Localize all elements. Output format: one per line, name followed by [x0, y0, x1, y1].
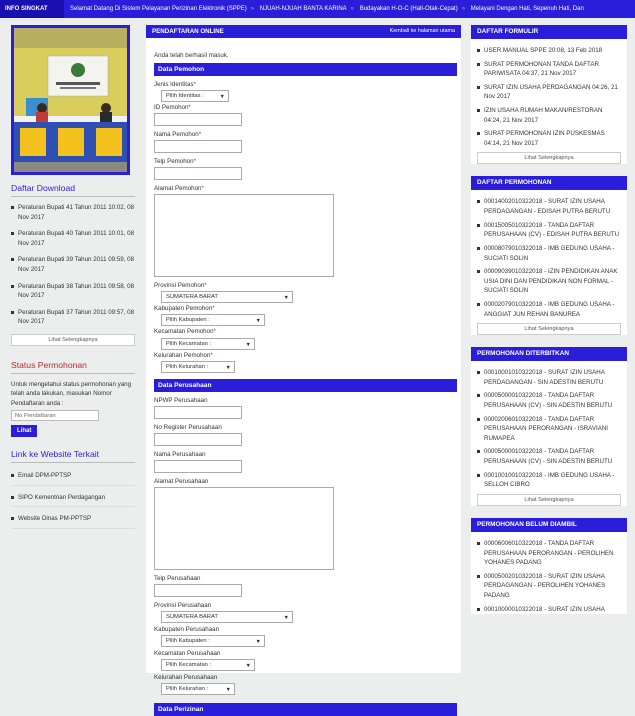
links-title: Link ke Website Terkait	[11, 449, 135, 463]
download-item[interactable]: Peraturan Bupati 40 Tahun 2011 10:01, 08 Nov 2017	[11, 229, 135, 248]
link-item[interactable]: SIPO Kementrian Perdagangan	[11, 493, 135, 508]
download-item[interactable]: Peraturan Bupati 38 Tahun 2011 09:58, 08 Nov 2017	[11, 282, 135, 301]
office-photo	[11, 25, 130, 175]
ticker-item: Melayani Dengan Hati, Sepenuh Hati, Dan	[470, 6, 584, 12]
applicant-village-select[interactable]: Pilih Kelurahan : ▼	[161, 361, 235, 373]
field-provinsi-pemohon: Provinsi Pemohon* SUMATERA BARAT ▼	[154, 282, 453, 303]
registration-number-input[interactable]: No Pendaftaran	[11, 410, 99, 421]
back-home-link[interactable]: Kembali ke halaman utama	[389, 28, 455, 34]
registration-form	[146, 52, 461, 716]
field-id-pemohon: ID Pemohon*	[154, 104, 453, 126]
status-text: Untuk mengetahui status permohonan yang telah anda lakukan, masukan Nomor Pendaftaran anda :	[11, 381, 132, 407]
dropdown-arrow-icon: ▼	[255, 318, 261, 325]
form-item[interactable]: IZIN USAHA RUMAH MAKAN/RESTORAN 04:24, 21 Nov 2017	[477, 106, 621, 125]
applications-panel-title: DAFTAR PERMOHONAN	[471, 176, 627, 190]
ticker-item: NJUAH-NJUAH BANTA KARINA	[259, 6, 347, 12]
section-data-perizinan: Data Perizinan	[154, 703, 457, 716]
company-npwp-input[interactable]	[154, 406, 242, 419]
applicant-name-input[interactable]	[154, 140, 242, 153]
ticker-item: Selamat Datang Di Sistem Pelayanan Perizinan Elektronik (SPPE)	[70, 6, 247, 12]
field-alamat-perusahaan: Alamat Perusahaan	[154, 478, 453, 570]
dropdown-arrow-icon: ▼	[225, 687, 231, 694]
field-npwp: NPWP Perusahaan	[154, 397, 453, 419]
identity-type-select[interactable]: Pilih Identitas : ▼	[161, 90, 229, 102]
field-alamat-pemohon: Alamat Pemohon*	[154, 185, 453, 277]
issued-item[interactable]: 00005000010322018 - TANDA DAFTAR PERUSAHAAN (CV) - SIN ADESTIN BERUTU	[477, 391, 621, 410]
field-telp-pemohon: Telp Pemohon*	[154, 158, 453, 180]
panel-title: PENDAFTARAN ONLINE	[152, 28, 224, 35]
applicant-district-select[interactable]: Pilih Kecamatan : ▼	[161, 338, 255, 350]
application-item[interactable]: 00015005010322018 - TANDA DAFTAR PERUSAHAAN (CV) - EDISAH PUTRA BERUTU	[477, 221, 621, 240]
info-ticker	[0, 0, 635, 18]
download-title: Daftar Download	[11, 183, 135, 197]
issued-panel	[471, 347, 627, 506]
field-jenis-identitas: Jenis Identitas* Pilih Identitas : ▼	[154, 81, 453, 102]
applications-panel	[471, 176, 627, 335]
right-sidebar	[471, 25, 627, 626]
dropdown-arrow-icon: ▼	[225, 364, 231, 371]
company-name-input[interactable]	[154, 460, 242, 473]
applicant-phone-input[interactable]	[154, 167, 242, 180]
field-no-register: No Register Perusahaan	[154, 424, 453, 446]
company-province-select[interactable]: SUMATERA BARAT ▼	[161, 611, 293, 623]
section-data-perusahaan: Data Perusahaan	[154, 379, 457, 392]
link-item[interactable]: Email DPM-PPTSP	[11, 471, 135, 486]
field-kecamatan-pemohon: Kecamatan Pemohon* Pilih Kecamatan : ▼	[154, 328, 453, 349]
issued-panel-title: PERMOHONAN DITERBITKAN	[471, 347, 627, 361]
forms-more-button[interactable]: Lihat Selengkapnya	[477, 152, 621, 164]
application-item[interactable]: 00009039010322018 - IZIN PENDIDIKAN ANAK USIA DINI DAN PENDIDIKAN NON FORMAL - SUCIATI SOLIN	[477, 267, 621, 296]
field-kecamatan-perusahaan: Kecamatan Perusahaan Pilih Kecamatan : ▼	[154, 650, 453, 671]
dropdown-arrow-icon: ▼	[245, 341, 251, 348]
section-data-pemohon: Data Pemohon	[154, 63, 457, 76]
issued-item[interactable]: 00010001010322018 - SURAT IZIN USAHA PERDAGANGAN - SIN ADESTIN BERUTU	[477, 368, 621, 387]
issued-item[interactable]: 00010010010322018 - IMB GEDUNG USAHA - SELLOH CIBRO	[477, 471, 621, 490]
field-nama-pemohon: Nama Pemohon*	[154, 131, 453, 153]
download-list	[11, 203, 135, 327]
check-status-button[interactable]: Lihat	[11, 425, 37, 437]
applications-list	[471, 190, 627, 319]
applicant-address-textarea[interactable]	[154, 194, 334, 277]
field-nama-perusahaan: Nama Perusahaan	[154, 451, 453, 473]
download-item[interactable]: Peraturan Bupati 41 Tahun 2011 10:02, 08 Nov 2017	[11, 203, 135, 222]
field-kelurahan-perusahaan: Kelurahan Perusahaan Pilih Kelurahan : ▼	[154, 674, 453, 695]
registration-panel	[146, 25, 461, 714]
application-item[interactable]: 00014002010322018 - SURAT IZIN USAHA PERDAGANGAN - EDISAH PUTRA BERUTU	[477, 197, 621, 216]
ticker-label: INFO SINGKAT	[0, 0, 64, 18]
form-item[interactable]: SURAT IZIN USAHA PERDAGANGAN 04:26, 21 Nov 2017	[477, 83, 621, 102]
issued-list	[471, 361, 627, 490]
forms-list	[471, 39, 627, 148]
field-kabupaten-pemohon: Kabupaten Pemohon* Pilih Kabupaten : ▼	[154, 305, 453, 326]
company-district-select[interactable]: Pilih Kecamatan : ▼	[161, 659, 255, 671]
login-note: Anda telah berhasil masuk.	[154, 52, 229, 59]
issued-item[interactable]: 00005000010322018 - TANDA DAFTAR PERUSAHAAN (CV) - SIN ADESTIN BERUTU	[477, 447, 621, 466]
application-item[interactable]: 00002079010322018 - IMB GEDUNG USAHA - ANGGIAT JUN REHAN BANUREA	[477, 300, 621, 319]
field-telp-perusahaan: Telp Perusahaan	[154, 575, 453, 597]
applications-more-button[interactable]: Lihat Selengkapnya	[477, 323, 621, 335]
field-kabupaten-perusahaan: Kabupaten Perusahaan Pilih Kabupaten : ▼	[154, 626, 453, 647]
applicant-id-input[interactable]	[154, 113, 242, 126]
field-provinsi-perusahaan: Provinsi Perusahaan SUMATERA BARAT ▼	[154, 602, 453, 623]
download-more-button[interactable]: Lihat Selengkapnya	[11, 334, 135, 346]
company-phone-input[interactable]	[154, 584, 242, 597]
forms-panel-title: DAFTAR FORMULIR	[471, 25, 627, 39]
left-sidebar	[11, 25, 135, 536]
dropdown-arrow-icon: ▼	[283, 614, 289, 621]
application-item[interactable]: 00008079010322018 - IMB GEDUNG USAHA - SUCIATI SOLIN	[477, 244, 621, 263]
company-address-textarea[interactable]	[154, 487, 334, 570]
status-title: Status Permohonan	[11, 360, 135, 374]
applicant-province-select[interactable]: SUMATERA BARAT ▼	[161, 291, 293, 303]
company-village-select[interactable]: Pilih Kelurahan : ▼	[161, 683, 235, 695]
download-item[interactable]: Peraturan Bupati 37 Tahun 2011 09:57, 08 Nov 2017	[11, 308, 135, 327]
panel-header	[146, 25, 461, 38]
ticker-item: Budayakan H-O-C (Hati-Otak-Cepat)	[359, 6, 458, 12]
issued-more-button[interactable]: Lihat Selengkapnya	[477, 494, 621, 506]
form-item[interactable]: USER MANUAL SPPE 20:08, 13 Feb 2018	[477, 46, 621, 56]
office-photo-image	[14, 28, 127, 172]
company-register-input[interactable]	[154, 433, 242, 446]
dropdown-arrow-icon: ▼	[245, 663, 251, 670]
form-item[interactable]: SURAT PERMOHONAN TANDA DAFTAR PARIWISATA 04:37, 21 Nov 2017	[477, 60, 621, 79]
not-collected-panel	[471, 518, 627, 614]
not-collected-item[interactable]: 00006006010322018 - TANDA DAFTAR PERUSAHAAN PERORANGAN - PEROLIHEN YOHANES PADANG	[477, 539, 621, 568]
download-item[interactable]: Peraturan Bupati 39 Tahun 2011 09:59, 08 Nov 2017	[11, 255, 135, 274]
dropdown-arrow-icon: ▼	[283, 295, 289, 302]
not-collected-item[interactable]: 00005002010322018 - SURAT IZIN USAHA PERDAGANGAN - PEROLIHEN YOHANES PADANG	[477, 572, 621, 601]
form-item[interactable]: SURAT PERMOHONAN IZIN PUSKESMAS 04:14, 21 Nov 2017	[477, 129, 621, 148]
ticker-items: Selamat Datang Di Sistem Pelayanan Perizinan Elektronik (SPPE) » NJUAH-NJUAH BANTA KARINA » Budayakan H-O-C (Hati-Otak-Cepat) » Melayani Dengan Hati, Sepenuh Hati, Dan	[70, 6, 584, 12]
forms-panel	[471, 25, 627, 164]
dropdown-arrow-icon: ▼	[219, 94, 225, 101]
field-kelurahan-pemohon: Kelurahan Pemohon* Pilih Kelurahan : ▼	[154, 352, 453, 373]
not-collected-item[interactable]: 00010000010322018 - SURAT IZIN USAHA	[477, 605, 621, 615]
not-collected-list	[471, 532, 627, 614]
applicant-regency-select[interactable]: Pilih Kabupaten : ▼	[161, 314, 265, 326]
links-list	[11, 471, 135, 529]
link-item[interactable]: Website Dinas PM-PPTSP	[11, 514, 135, 529]
company-regency-select[interactable]: Pilih Kabupaten : ▼	[161, 635, 265, 647]
not-collected-panel-title: PERMOHONAN BELUM DIAMBIL	[471, 518, 627, 532]
issued-item[interactable]: 00002006010322018 - TANDA DAFTAR PERUSAHAAN PERORANGAN - ISRAVIANI RUMAPEA	[477, 415, 621, 444]
dropdown-arrow-icon: ▼	[255, 639, 261, 645]
